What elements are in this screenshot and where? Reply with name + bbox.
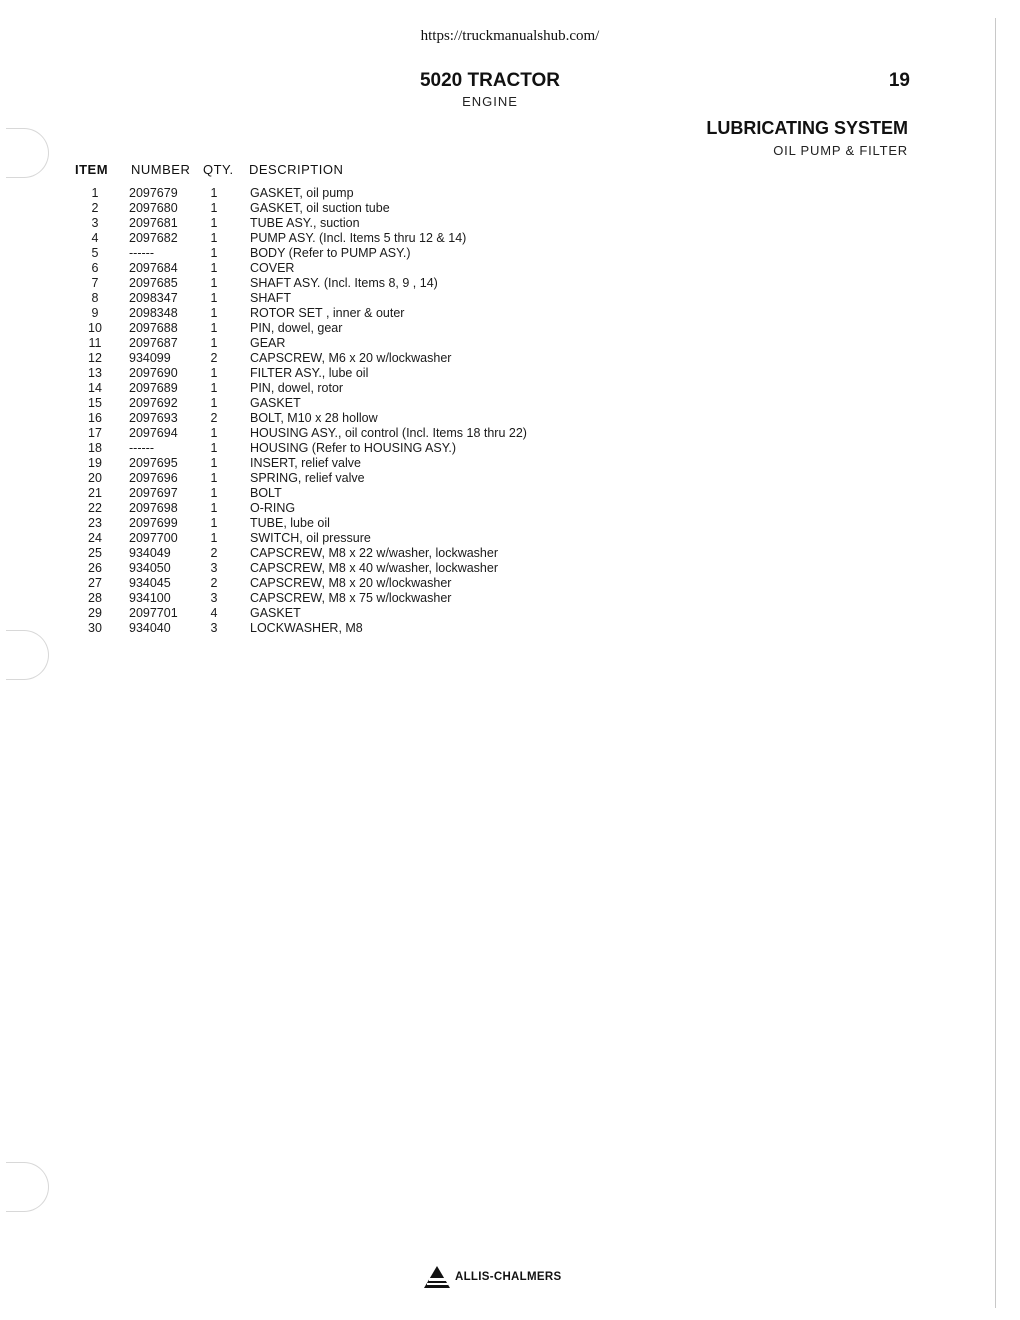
part-number: 2097699 (129, 516, 178, 530)
part-item-number: 22 (88, 501, 102, 515)
part-item-number: 7 (91, 276, 99, 290)
part-number: 934100 (129, 591, 171, 605)
part-item-number: 16 (88, 411, 102, 425)
part-item-number: 8 (91, 291, 99, 305)
part-item-number: 24 (88, 531, 102, 545)
part-quantity: 3 (210, 561, 218, 575)
part-number: 934050 (129, 561, 171, 575)
part-description: PIN, dowel, rotor (250, 381, 344, 395)
column-header-number: NUMBER (131, 162, 191, 177)
page-number: 19 (888, 70, 910, 91)
table-row (0, 486, 1020, 501)
parts-list (0, 186, 1020, 636)
part-description: SHAFT ASY. (Incl. Items 8, 9 , 14) (250, 276, 438, 290)
part-number: 2097688 (129, 321, 178, 335)
part-item-number: 19 (88, 456, 102, 470)
part-description: TUBE, lube oil (250, 516, 330, 530)
column-header-qty: QTY. (203, 162, 234, 177)
part-description: CAPSCREW, M8 x 22 w/washer, lockwasher (250, 546, 498, 560)
part-description: CAPSCREW, M8 x 75 w/lockwasher (250, 591, 452, 605)
part-quantity: 2 (210, 576, 218, 590)
table-row (0, 231, 1020, 246)
part-description: TUBE ASY., suction (250, 216, 360, 230)
table-row (0, 306, 1020, 321)
part-number: 2097690 (129, 366, 178, 380)
section-subtitle: OIL PUMP & FILTER (773, 143, 908, 158)
table-row (0, 291, 1020, 306)
part-description: ROTOR SET , inner & outer (250, 306, 405, 320)
part-description: GASKET, oil pump (250, 186, 354, 200)
part-quantity: 1 (210, 441, 218, 455)
part-item-number: 11 (88, 336, 102, 350)
part-quantity: 1 (210, 321, 218, 335)
part-description: HOUSING ASY., oil control (Incl. Items 18 thru 22) (250, 426, 527, 440)
part-description: BODY (Refer to PUMP ASY.) (250, 246, 411, 260)
table-row (0, 351, 1020, 366)
page-subtitle: ENGINE (462, 94, 518, 109)
part-item-number: 2 (91, 201, 99, 215)
part-number: 2097682 (129, 231, 178, 245)
part-quantity: 1 (210, 531, 218, 545)
table-row (0, 606, 1020, 621)
part-description: GASKET, oil suction tube (250, 201, 390, 215)
part-number: 2097696 (129, 471, 178, 485)
part-description: CAPSCREW, M8 x 20 w/lockwasher (250, 576, 452, 590)
part-quantity: 1 (210, 486, 218, 500)
part-item-number: 13 (88, 366, 102, 380)
table-row (0, 216, 1020, 231)
table-row (0, 336, 1020, 351)
part-item-number: 21 (88, 486, 102, 500)
brand-logo (424, 1266, 561, 1288)
table-row (0, 396, 1020, 411)
part-number: 934045 (129, 576, 171, 590)
part-description: O-RING (250, 501, 296, 515)
part-item-number: 27 (88, 576, 102, 590)
table-row (0, 621, 1020, 636)
part-description: CAPSCREW, M8 x 40 w/washer, lockwasher (250, 561, 498, 575)
binder-hole (6, 630, 49, 680)
part-number: 2097689 (129, 381, 178, 395)
part-description: SWITCH, oil pressure (250, 531, 371, 545)
part-item-number: 25 (88, 546, 102, 560)
table-row (0, 261, 1020, 276)
part-quantity: 1 (210, 276, 218, 290)
table-row (0, 276, 1020, 291)
table-row (0, 471, 1020, 486)
part-quantity: 1 (210, 336, 218, 350)
part-description: GASKET (250, 396, 301, 410)
part-quantity: 1 (210, 291, 218, 305)
table-row (0, 201, 1020, 216)
part-quantity: 1 (210, 306, 218, 320)
part-item-number: 3 (91, 216, 99, 230)
part-description: LOCKWASHER, M8 (250, 621, 363, 635)
part-number: ------ (129, 441, 154, 455)
part-quantity: 3 (210, 621, 218, 635)
part-item-number: 20 (88, 471, 102, 485)
part-quantity: 1 (210, 246, 218, 260)
part-item-number: 12 (88, 351, 102, 365)
part-description: GEAR (250, 336, 286, 350)
table-row (0, 366, 1020, 381)
part-item-number: 29 (88, 606, 102, 620)
section-title: LUBRICATING SYSTEM (706, 118, 908, 138)
part-quantity: 1 (210, 231, 218, 245)
part-quantity: 1 (210, 501, 218, 515)
table-row (0, 591, 1020, 606)
part-number: 2097679 (129, 186, 178, 200)
table-row (0, 411, 1020, 426)
part-description: COVER (250, 261, 295, 275)
allis-chalmers-logo-icon (424, 1266, 450, 1288)
part-number: 2097685 (129, 276, 178, 290)
part-item-number: 5 (91, 246, 99, 260)
part-quantity: 1 (210, 381, 218, 395)
part-quantity: 1 (210, 426, 218, 440)
source-url: https://truckmanualshub.com/ (420, 28, 600, 44)
table-row (0, 561, 1020, 576)
part-number: 2097693 (129, 411, 178, 425)
part-item-number: 6 (91, 261, 99, 275)
part-quantity: 1 (210, 216, 218, 230)
part-item-number: 15 (88, 396, 102, 410)
table-row (0, 426, 1020, 441)
part-item-number: 9 (91, 306, 99, 320)
table-row (0, 531, 1020, 546)
part-description: GASKET (250, 606, 301, 620)
brand-name: ALLIS-CHALMERS (455, 1271, 562, 1283)
table-row (0, 321, 1020, 336)
part-quantity: 2 (210, 411, 218, 425)
part-item-number: 23 (88, 516, 102, 530)
part-number: 2097687 (129, 336, 178, 350)
part-quantity: 1 (210, 261, 218, 275)
part-description: FILTER ASY., lube oil (250, 366, 369, 380)
part-item-number: 28 (88, 591, 102, 605)
part-quantity: 1 (210, 396, 218, 410)
part-quantity: 2 (210, 546, 218, 560)
part-item-number: 4 (91, 231, 99, 245)
part-item-number: 30 (88, 621, 102, 635)
part-number: 2097681 (129, 216, 178, 230)
part-number: 2097680 (129, 201, 178, 215)
table-row (0, 576, 1020, 591)
part-description: CAPSCREW, M6 x 20 w/lockwasher (250, 351, 452, 365)
part-description: SPRING, relief valve (250, 471, 365, 485)
column-header-description: DESCRIPTION (249, 162, 344, 177)
part-number: 2097698 (129, 501, 178, 515)
part-description: HOUSING (Refer to HOUSING ASY.) (250, 441, 457, 455)
part-number: 934049 (129, 546, 171, 560)
part-quantity: 1 (210, 186, 218, 200)
page-title: 5020 TRACTOR (419, 70, 561, 91)
part-description: INSERT, relief valve (250, 456, 361, 470)
part-number: 2097697 (129, 486, 178, 500)
table-row (0, 546, 1020, 561)
column-header-item: ITEM (75, 162, 109, 177)
part-number: 2098348 (129, 306, 178, 320)
table-row (0, 516, 1020, 531)
part-item-number: 26 (88, 561, 102, 575)
part-number: 2097694 (129, 426, 178, 440)
table-row (0, 381, 1020, 396)
part-item-number: 18 (88, 441, 102, 455)
part-item-number: 10 (88, 321, 102, 335)
binder-hole (6, 1162, 49, 1212)
part-quantity: 3 (210, 591, 218, 605)
part-number: 2097692 (129, 396, 178, 410)
part-description: BOLT, M10 x 28 hollow (250, 411, 378, 425)
part-quantity: 2 (210, 351, 218, 365)
binder-hole (6, 128, 49, 178)
part-description: PIN, dowel, gear (250, 321, 343, 335)
part-number: 934099 (129, 351, 171, 365)
table-row (0, 456, 1020, 471)
part-number: 2097700 (129, 531, 178, 545)
part-description: PUMP ASY. (Incl. Items 5 thru 12 & 14) (250, 231, 467, 245)
part-number: 2097695 (129, 456, 178, 470)
table-row (0, 246, 1020, 261)
part-quantity: 1 (210, 471, 218, 485)
part-number: 2097701 (129, 606, 178, 620)
part-number: ------ (129, 246, 154, 260)
part-number: 934040 (129, 621, 171, 635)
part-quantity: 1 (210, 366, 218, 380)
part-item-number: 14 (88, 381, 102, 395)
table-row (0, 441, 1020, 456)
part-item-number: 1 (91, 186, 99, 200)
part-description: BOLT (250, 486, 282, 500)
part-quantity: 4 (210, 606, 218, 620)
part-description: SHAFT (250, 291, 291, 305)
table-row (0, 186, 1020, 201)
part-number: 2098347 (129, 291, 178, 305)
part-quantity: 1 (210, 456, 218, 470)
part-quantity: 1 (210, 516, 218, 530)
table-row (0, 501, 1020, 516)
part-number: 2097684 (129, 261, 178, 275)
part-quantity: 1 (210, 201, 218, 215)
part-item-number: 17 (88, 426, 102, 440)
